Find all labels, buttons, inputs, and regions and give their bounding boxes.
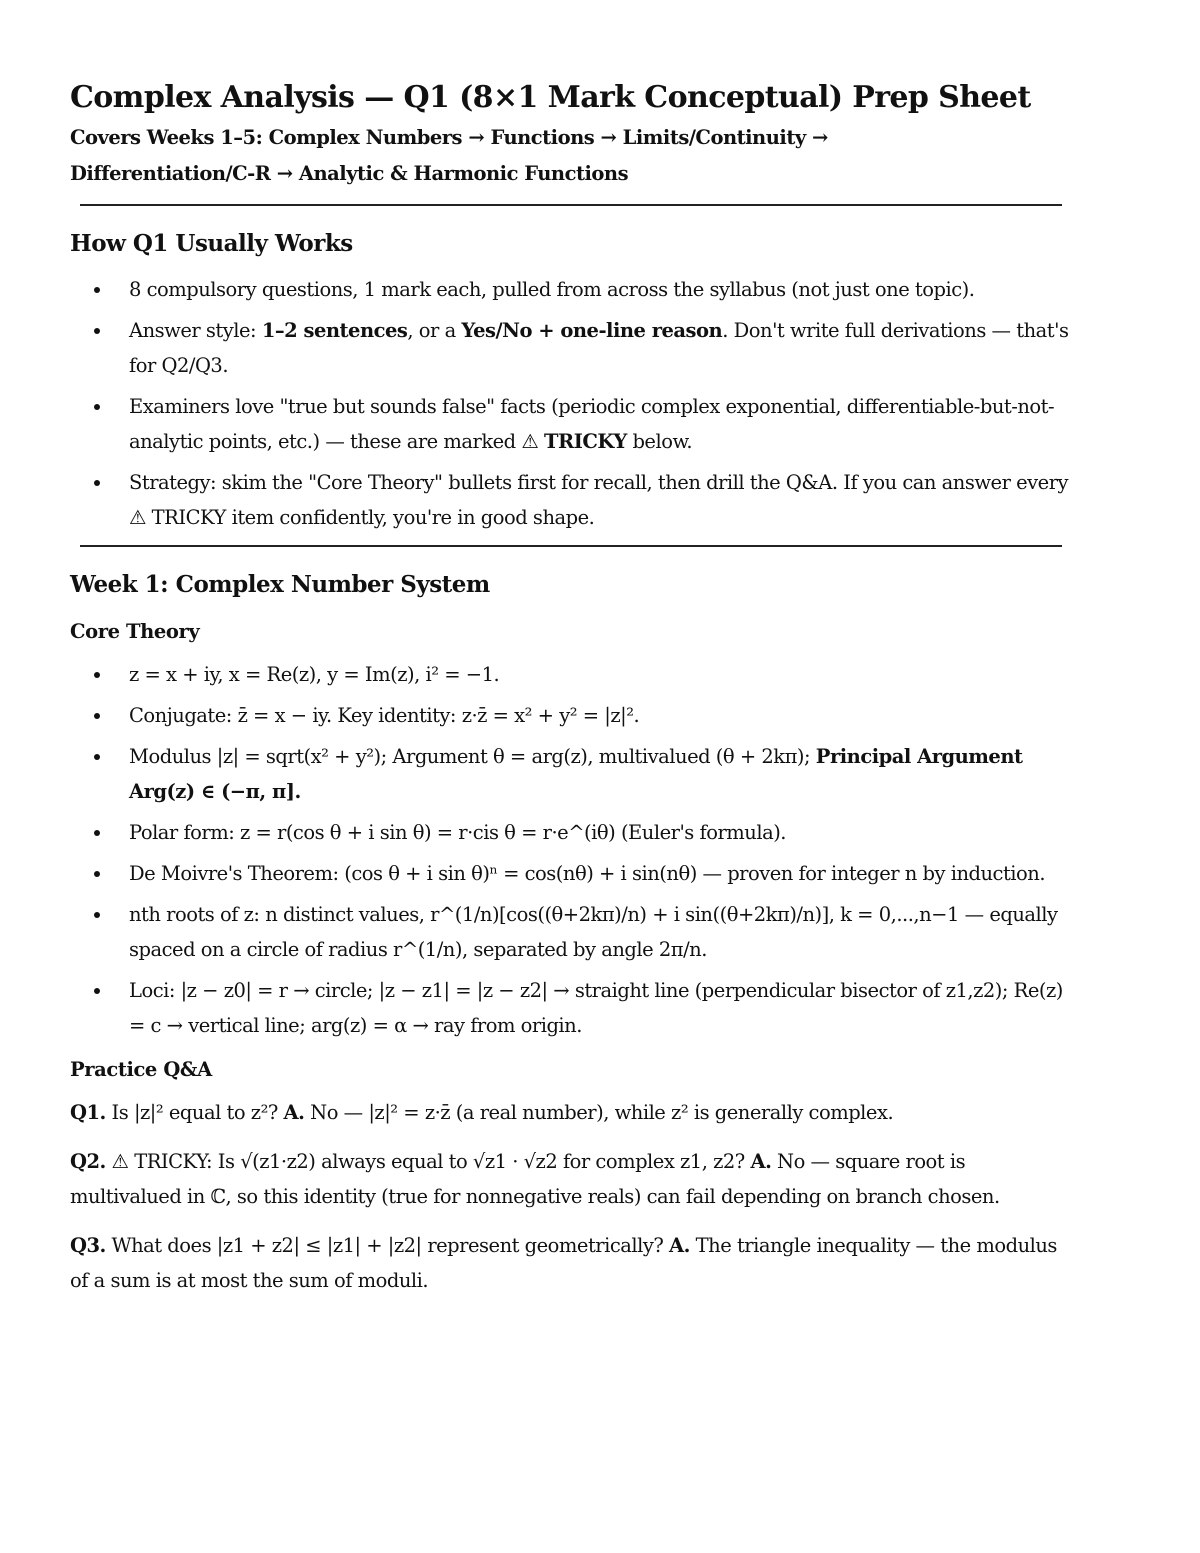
bullet-text: . Don't write full derivations — that's for Q2/Q3. — [129, 319, 1069, 377]
list-item — [70, 698, 1070, 733]
list-item — [70, 272, 1070, 307]
subtitle-line-2: Differentiation/C-R → Analytic & Harmonic Functions — [70, 162, 629, 185]
section-heading-week-1: Week 1: Complex Number System — [70, 571, 490, 598]
qa-item — [70, 1228, 1070, 1298]
bullet-text: Modulus |z| = sqrt(x² + y²); Argument θ = arg(z), multivalued (θ + 2kπ); — [129, 745, 816, 768]
divider — [80, 545, 1062, 547]
page-title: Complex Analysis — Q1 (8×1 Mark Conceptual) Prep Sheet — [70, 80, 1031, 115]
bullet-text: below. — [626, 430, 693, 453]
bullet-text: Answer style: — [129, 319, 262, 342]
list-item — [70, 739, 1070, 809]
bullet-text: Examiners love "true but sounds false" facts (periodic complex exponential, differentiable-but-not-analytic points, etc.) — these are marked ⚠ — [129, 395, 1055, 453]
list-item — [70, 897, 1070, 967]
list-item — [70, 313, 1070, 383]
answer-label: A. — [283, 1101, 305, 1124]
bullet-text: Loci: |z − z0| = r → circle; |z − z1| = |z − z2| → straight line (perpendicular bisector of z1,z2); Re(z) = c → vertical line; arg(z) = α → ray from origin. — [129, 979, 1063, 1037]
list-item — [70, 815, 1070, 850]
answer-label: A. — [750, 1150, 772, 1173]
answer-label: A. — [669, 1234, 690, 1257]
answer-text: The triangle inequality — the modulus of a sum is at most the sum of moduli. — [70, 1234, 1057, 1292]
list-item — [70, 389, 1070, 459]
bold-text: Principal Argument Arg(z) ∈ (−π, π]. — [129, 745, 1023, 803]
question-label: Q1. — [70, 1101, 106, 1124]
document-body — [70, 78, 1070, 1298]
question-label: Q2. — [70, 1150, 106, 1173]
bold-text: 1–2 sentences — [261, 319, 408, 342]
question-label: Q3. — [70, 1234, 106, 1257]
bold-text: Yes/No + one-line reason — [461, 319, 723, 342]
qa-item — [70, 1144, 1070, 1214]
question-text: ⚠ TRICKY: Is √(z1·z2) always equal to √z1 · √z2 for complex z1, z2? — [105, 1150, 751, 1173]
subheading-core-theory: Core Theory — [70, 620, 200, 643]
question-text: What does |z1 + z2| ≤ |z1| + |z2| represent geometrically? — [105, 1234, 670, 1257]
bullet-text: 8 compulsory questions, 1 mark each, pulled from across the syllabus (not just one topic). — [129, 278, 975, 301]
list-item — [70, 973, 1070, 1043]
core-theory-list — [70, 657, 1070, 1043]
subtitle-line-1: Covers Weeks 1–5: Complex Numbers → Functions → Limits/Continuity → — [70, 126, 828, 149]
bullet-text: De Moivre's Theorem: (cos θ + i sin θ)ⁿ = cos(nθ) + i sin(nθ) — proven for integer n by induction. — [129, 862, 1046, 885]
bullet-text: , or a — [407, 319, 462, 342]
bullet-text: Strategy: skim the "Core Theory" bullets first for recall, then drill the Q&A. If you can answer every ⚠ TRICKY item confidently, you're in good shape. — [129, 471, 1069, 529]
qa-item — [70, 1095, 1070, 1130]
how-q1-list — [70, 272, 1070, 535]
divider — [80, 204, 1062, 206]
bullet-text: Polar form: z = r(cos θ + i sin θ) = r·cis θ = r·e^(iθ) (Euler's formula). — [129, 821, 787, 844]
bullet-text: nth roots of z: n distinct values, r^(1/n)[cos((θ+2kπ)/n) + i sin((θ+2kπ)/n)], k = 0,...,n−1 — equally spaced on a circle of radius r^(1/n), separated by angle 2π/n. — [129, 903, 1058, 961]
list-item — [70, 657, 1070, 692]
answer-text: No — |z|² = z·z̄ (a real number), while z² is generally complex. — [304, 1101, 894, 1124]
list-item — [70, 465, 1070, 535]
list-item — [70, 856, 1070, 891]
subheading-practice-qa: Practice Q&A — [70, 1058, 212, 1081]
question-text: Is |z|² equal to z²? — [105, 1101, 284, 1124]
bold-text: TRICKY — [544, 430, 627, 453]
bullet-text: z = x + iy, x = Re(z), y = Im(z), i² = −1. — [129, 663, 500, 686]
page-subtitle — [70, 120, 1070, 192]
section-heading-how-q1: How Q1 Usually Works — [70, 230, 353, 257]
bullet-text: Conjugate: z̄ = x − iy. Key identity: z·z̄ = x² + y² = |z|². — [129, 704, 640, 727]
answer-text: No — square root is multivalued in ℂ, so this identity (true for nonnegative reals) can fail depending on branch chosen. — [70, 1150, 1000, 1208]
